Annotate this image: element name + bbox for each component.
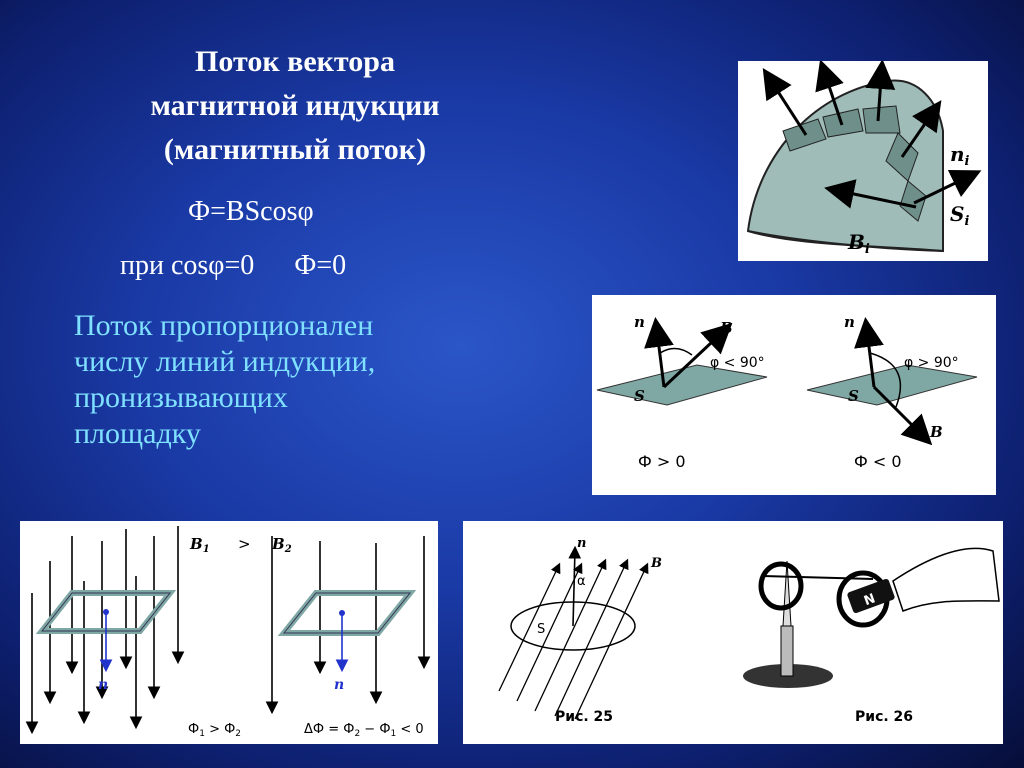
title-line-3: (магнитный поток) — [163, 133, 427, 166]
figure-flux-comparison — [20, 521, 438, 744]
label-n-i: $n_i$ — [950, 142, 970, 169]
label-gt: > — [238, 535, 251, 553]
label-s-right: S — [848, 387, 859, 405]
label-s-left: S — [634, 387, 645, 405]
magnet-label: N — [862, 591, 878, 610]
label-b-right: B — [930, 423, 943, 441]
figure-angle-cases — [592, 295, 996, 495]
figure-curved-surface — [738, 61, 988, 261]
normal-arrow-fig25 — [573, 549, 575, 626]
flux-negative: Ф < 0 — [854, 452, 902, 471]
label-n-left: n — [634, 313, 645, 331]
flux-proportional-text — [74, 308, 514, 452]
caption-fig26: Рис. 26 — [855, 709, 914, 725]
label-s-fig25: S — [537, 622, 546, 637]
flux-positive: Ф > 0 — [638, 452, 686, 471]
flux-formula: Ф=BScosφ — [188, 196, 314, 227]
angle-greater-90: φ > 90° — [904, 355, 959, 371]
label-n-right: n — [844, 313, 855, 331]
angle-less-90: φ < 90° — [710, 355, 765, 371]
slide-title — [70, 40, 520, 172]
label-b2: $B_2$ — [272, 535, 292, 555]
label-b-fig25: B — [651, 556, 662, 571]
loop-right — [284, 593, 410, 633]
normal-arrow — [766, 73, 806, 135]
flux-change: $\Delta Ф = Ф_2 - Ф_1 < 0$ — [304, 722, 424, 739]
title-line-2: магнитной индукции — [150, 89, 440, 122]
condition-right: Ф=0 — [294, 250, 347, 281]
text-line-3: пронизывающих — [74, 381, 288, 414]
label-b1: $B_1$ — [190, 535, 210, 555]
figure-textbook — [463, 521, 1003, 744]
label-alpha: α — [577, 574, 586, 589]
label-n-fig25: n — [577, 536, 587, 551]
caption-fig25: Рис. 25 — [555, 709, 614, 725]
ring-split — [761, 564, 801, 608]
label-n-right: n — [334, 677, 345, 693]
text-line-1: Поток пропорционален — [74, 309, 374, 342]
plane-surface-right — [807, 365, 977, 405]
flux-zero-condition — [120, 250, 346, 282]
text-line-4: площадку — [74, 417, 201, 450]
label-s-i: $S_i$ — [950, 202, 970, 229]
text-line-2: числу линий индукции, — [74, 345, 376, 378]
condition-left: при cosφ=0 — [120, 250, 255, 281]
label-b-i: $B_i$ — [848, 230, 870, 257]
label-n-left: n — [98, 677, 109, 693]
label-b-left: B — [720, 319, 733, 337]
flux-comparison: $Ф_1 > Ф_2$ — [188, 722, 242, 739]
hand — [893, 548, 999, 611]
title-line-1: Поток вектора — [195, 45, 395, 78]
